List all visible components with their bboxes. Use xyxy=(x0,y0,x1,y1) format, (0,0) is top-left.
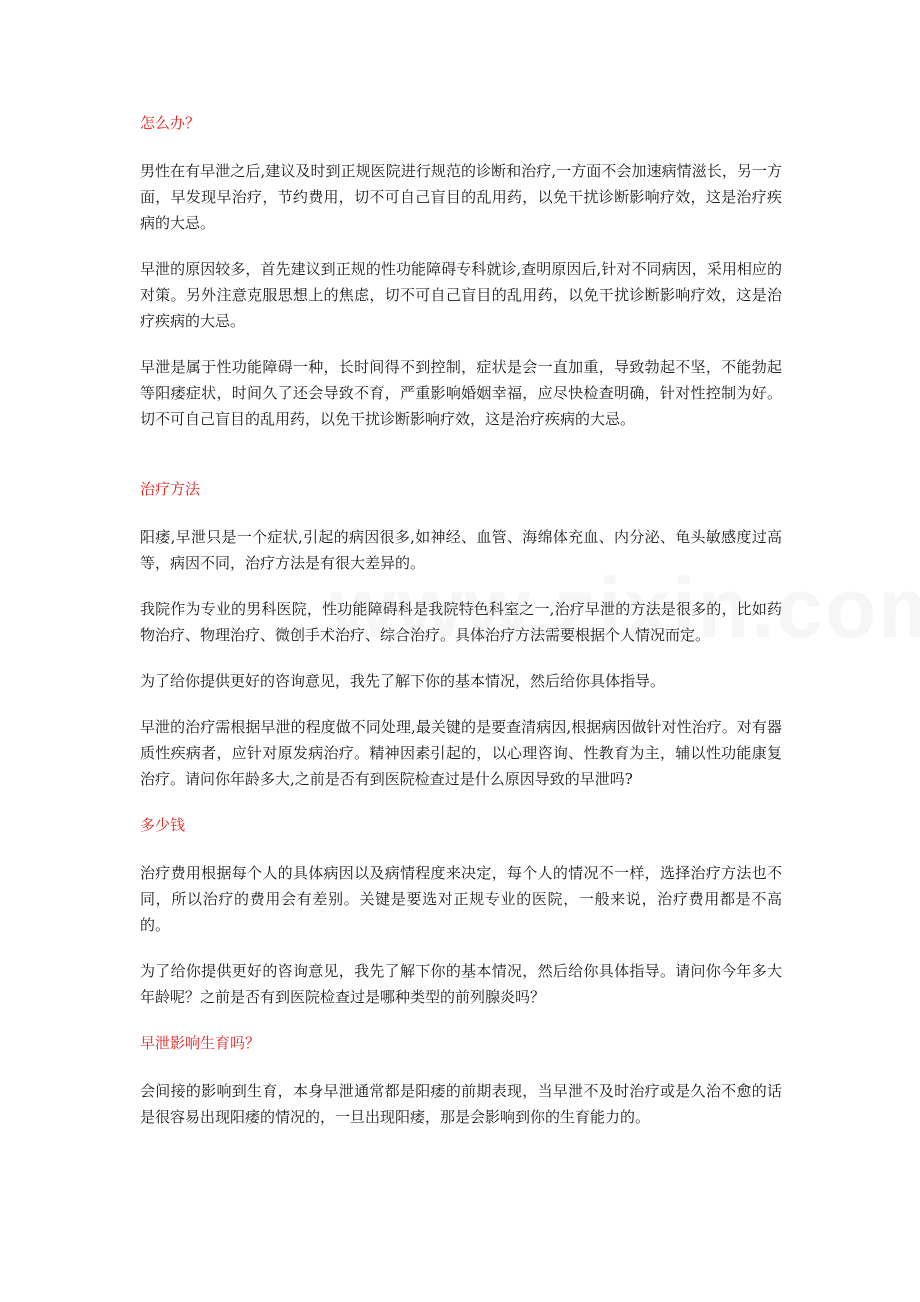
paragraph: 早泄的治疗需根据早泄的程度做不同处理,最关键的是要查清病因,根据病因做针对性治疗。对有器质性疾病者，应针对原发病治疗。精神因素引起的，以心理咨询、性教育为主，辅以性功能康复治疗。请问你年龄多大,之前是否有到医院检查过是什么原因导致的早泄吗? xyxy=(140,718,782,788)
paragraph: 我院作为专业的男科医院，性功能障碍科是我院特色科室之一,治疗早泄的方法是很多的，比如药物治疗、物理治疗、微创手术治疗、综合治疗。具体治疗方法需要根据个人情况而定。 xyxy=(140,600,782,644)
paragraph: 为了给你提供更好的咨询意见，我先了解下你的基本情况，然后给你具体指导。 xyxy=(140,672,666,690)
paragraph: 男性在有早泄之后,建议及时到正规医院进行规范的诊断和治疗,一方面不会加速病情滋长，另一方面，早发现早治疗，节约费用，切不可自己盲目的乱用药，以免干扰诊断影响疗效，这是治疗疾病的大忌。 xyxy=(140,162,782,232)
heading-treatment-methods: 治疗方法 xyxy=(140,480,201,498)
heading-cost: 多少钱 xyxy=(140,816,186,834)
document-body xyxy=(140,110,782,1130)
paragraph: 为了给你提供更好的咨询意见，我先了解下你的基本情况，然后给你具体指导。请问你今年多大年龄呢？之前是否有到医院检查过是哪种类型的前列腺炎吗？ xyxy=(140,962,782,1006)
paragraph: 治疗费用根据每个人的具体病因以及病情程度来决定，每个人的情况不一样，选择治疗方法也不同，所以治疗的费用会有差别。关键是要选对正规专业的医院，一般来说，治疗费用都是不高的。 xyxy=(140,864,782,934)
paragraph: 会间接的影响到生育，本身早泄通常都是阳痿的前期表现，当早泄不及时治疗或是久治不愈的话是很容易出现阳痿的情况的，一旦出现阳痿，那是会影响到你的生育能力的。 xyxy=(140,1082,782,1126)
paragraph: 阳痿,早泄只是一个症状,引起的病因很多,如神经、血管、海绵体充血、内分泌、龟头敏感度过高等，病因不同，治疗方法是有很大差异的。 xyxy=(140,528,782,572)
heading-what-to-do: 怎么办？ xyxy=(140,114,201,132)
paragraph: 早泄是属于性功能障碍一种，长时间得不到控制，症状是会一直加重，导致勃起不坚，不能勃起等阳痿症状，时间久了还会导致不育，严重影响婚姻幸福，应尽快检查明确，针对性控制为好。切不可自己盲目的乱用药，以免干扰诊断影响疗效，这是治疗疾病的大忌。 xyxy=(140,358,782,428)
paragraph: 早泄的原因较多，首先建议到正规的性功能障碍专科就诊,查明原因后,针对不同病因，采用相应的对策。另外注意克服思想上的焦虑，切不可自己盲目的乱用药，以免干扰诊断影响疗效，这是治疗疾病的大忌。 xyxy=(140,260,782,330)
heading-fertility: 早泄影响生育吗？ xyxy=(140,1034,261,1052)
